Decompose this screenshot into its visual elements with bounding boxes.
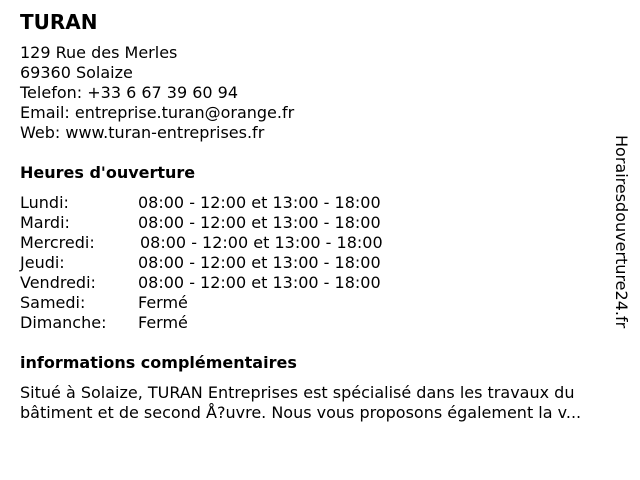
day-label: Vendredi: xyxy=(20,273,96,292)
day-label: Jeudi: xyxy=(20,253,65,272)
day-label: Samedi: xyxy=(20,293,86,312)
time-value: Fermé xyxy=(138,313,188,332)
day-label: Lundi: xyxy=(20,193,69,212)
info-line: bâtiment et de second Å?uvre. Nous vous proposons également la v... xyxy=(20,403,582,422)
website: Web: www.turan-entreprises.fr xyxy=(20,123,265,142)
info-line: Situé à Solaize, TURAN Entreprises est spécialisé dans les travaux du xyxy=(20,383,575,402)
time-value: 08:00 - 12:00 et 13:00 - 18:00 xyxy=(138,213,381,232)
info-heading: informations complémentaires xyxy=(20,353,297,372)
time-value: 08:00 - 12:00 et 13:00 - 18:00 xyxy=(138,193,381,212)
day-label: Mercredi: xyxy=(20,233,95,252)
business-name: TURAN xyxy=(20,10,98,34)
hours-heading: Heures d'ouverture xyxy=(20,163,196,182)
contact-block xyxy=(20,43,294,143)
city: 69360 Solaize xyxy=(20,63,133,82)
time-value: 08:00 - 12:00 et 13:00 - 18:00 xyxy=(138,273,381,292)
info-description xyxy=(20,383,632,423)
phone-number: Telefon: +33 6 67 39 60 94 xyxy=(20,83,239,102)
email-address: Email: entreprise.turan@orange.fr xyxy=(20,103,295,122)
day-label: Dimanche: xyxy=(20,313,107,332)
street-address: 129 Rue des Merles xyxy=(20,43,178,62)
site-credit: Horairesdouverture24.fr xyxy=(612,135,631,329)
time-value: Fermé xyxy=(138,293,188,312)
day-label: Mardi: xyxy=(20,213,70,232)
time-value: 08:00 - 12:00 et 13:00 - 18:00 xyxy=(140,233,383,252)
time-value: 08:00 - 12:00 et 13:00 - 18:00 xyxy=(138,253,381,272)
